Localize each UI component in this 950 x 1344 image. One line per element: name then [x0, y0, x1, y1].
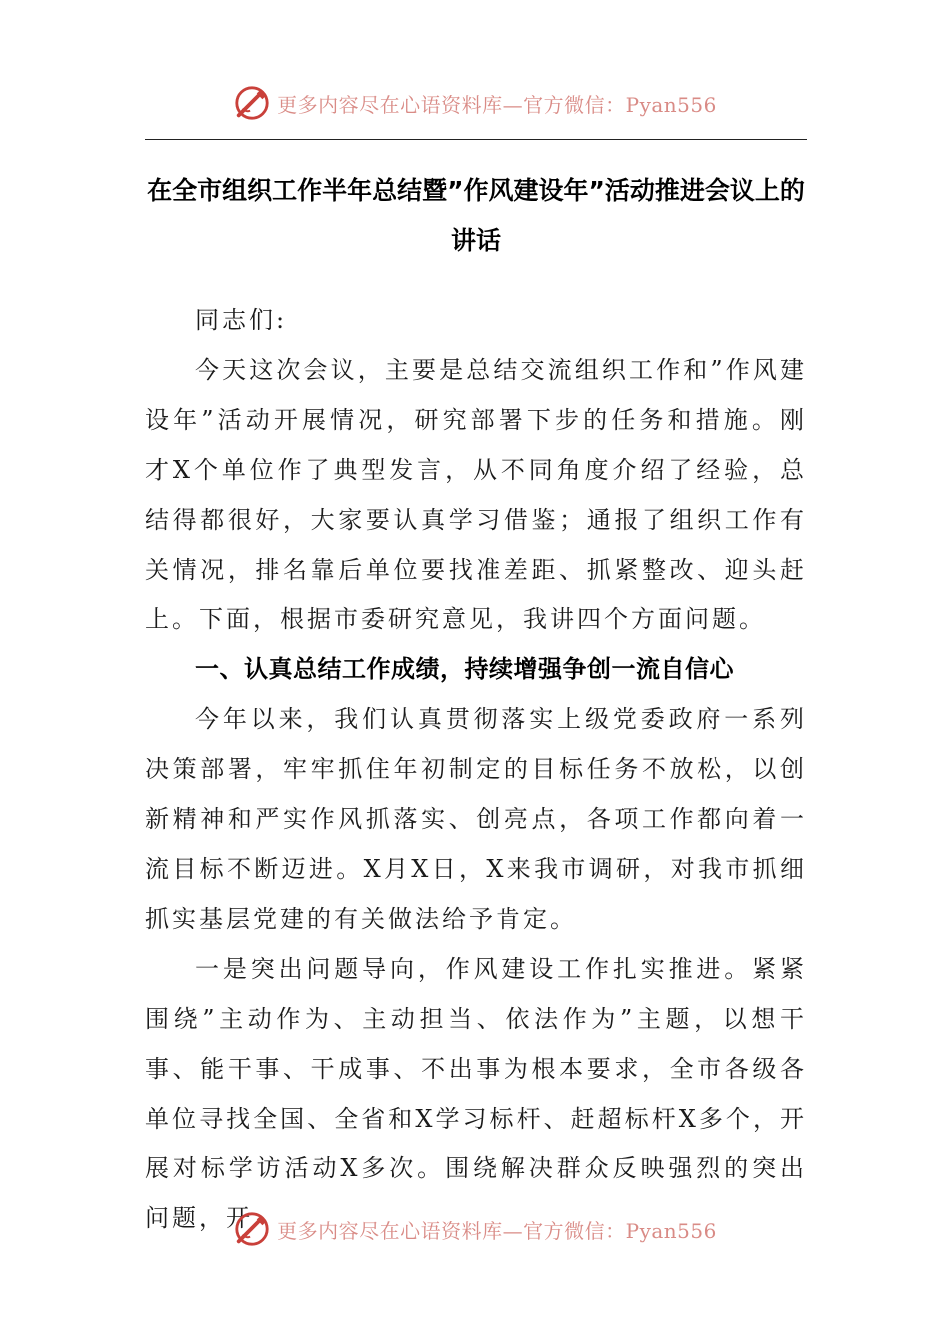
pen-circle-icon — [233, 84, 271, 122]
header-watermark-banner — [0, 81, 950, 125]
section-heading-1: 一、认真总结工作成绩，持续增强争创一流自信心 — [195, 655, 734, 684]
salutation: 同志们: — [195, 306, 288, 334]
header-divider — [145, 139, 807, 140]
document-body — [145, 296, 807, 1244]
footer-watermark-banner — [0, 1207, 950, 1251]
banner-text: 更多内容尽在心语资料库—官方微信：Pyan556 — [277, 1218, 717, 1243]
paragraph-achievements: 今年以来，我们认真贯彻落实上级党委政府一系列决策部署，牢牢抓住年初制定的目标任务不放松，以创新精神和严实作风抓落实、创亮点，各项工作都向着一流目标不断迈进。X月X日，X来我市调研，对我市抓细抓实基层党建的有关做法给予肯定。 — [145, 705, 807, 933]
banner-text: 更多内容尽在心语资料库—官方微信：Pyan556 — [277, 92, 717, 117]
document-title: 在全市组织工作半年总结暨”作风建设年”活动推进会议上的讲话 — [147, 176, 805, 255]
paragraph-intro: 今天这次会议，主要是总结交流组织工作和”作风建设年”活动开展情况，研究部署下步的任务和措施。刚才X个单位作了典型发言，从不同角度介绍了经验，总结得都很好，大家要认真学习借鉴；通报了组织工作有关情况，排名靠后单位要找准差距、抓紧整改、迎头赶上。下面，根据市委研究意见，我讲四个方面问题。 — [145, 355, 807, 634]
pen-circle-icon — [233, 1210, 271, 1248]
paragraph-point-one: 一是突出问题导向，作风建设工作扎实推进。紧紧围绕”主动作为、主动担当、依法作为”主题，以想干事、能干事、干成事、不出事为根本要求，全市各级各单位寻找全国、全省和X学习标杆、赶超标杆X多个，开展对标学访活动X多次。围绕解决群众反映强烈的突出问题，开 — [145, 954, 807, 1233]
